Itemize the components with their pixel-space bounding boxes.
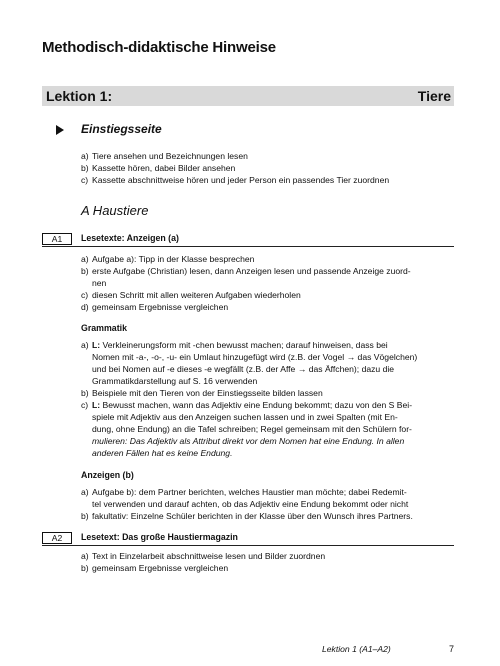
list-item: spiele mit Adjektiv aus den Anzeigen suchen lassen und in zwei Spalten (mit En- [92, 412, 398, 422]
list-item: d) gemeinsam Ergebnisse vergleichen [81, 302, 229, 312]
anzeigen-b-list [81, 486, 459, 522]
list-item: Nomen mit -a-, -o-, -u- ein Umlaut hinzugefügt wird (z.B. der Vogel → das Vögelchen) [92, 352, 418, 362]
list-item: a) Tiere ansehen und Bezeichnungen lesen [81, 151, 248, 161]
triangle-bullet-icon [56, 125, 64, 135]
einstieg-heading: Einstiegsseite [81, 122, 162, 136]
list-item: anderen Fällen hat es keine Endung. [92, 448, 233, 458]
list-item: c) Kassette abschnittweise hören und jeder Person ein passendes Tier zuordnen [81, 175, 390, 185]
anzeigen-b-heading: Anzeigen (b) [81, 470, 134, 480]
grammar-list [81, 339, 459, 459]
list-item: Grammatikdarstellung auf S. 16 verwenden [92, 376, 258, 386]
section-heading-a: A Haustiere [81, 203, 149, 218]
list-item: a) Aufgabe b): dem Partner berichten, welches Haustier man möchte; dabei Redemit- [81, 487, 407, 497]
list-item: dung, ohne Endung) an die Tafel schreiben; Regel gemeinsam mit den Schülern for- [92, 424, 412, 434]
section-tag-a1: A1 [42, 233, 72, 245]
a2-list [81, 550, 461, 574]
list-item: tel verwenden und darauf achten, ob das Adjektiv eine Endung bekommt oder nicht [92, 499, 409, 509]
lesson-bar [42, 86, 454, 106]
document-title: Methodisch-didaktische Hinweise [42, 39, 276, 56]
list-item: c) diesen Schritt mit allen weiteren Aufgaben wiederholen [81, 290, 301, 300]
list-item: c) L: Bewusst machen, wann das Adjektiv eine Endung bekommt; dazu von den S Bei- [81, 400, 413, 410]
list-item: und bei Nomen auf -e dieses -e wegfällt (z.B. der Affe → das Äffchen); dazu die [92, 364, 395, 374]
a2-title: Lesetext: Das große Haustiermagazin [81, 532, 238, 542]
list-item: b) Beispiele mit den Tieren von der Einstiegsseite bilden lassen [81, 388, 323, 398]
list-item: b) erste Aufgabe (Christian) lesen, dann Anzeigen lesen und passende Anzeige zuord- [81, 266, 411, 276]
grammar-heading: Grammatik [81, 323, 127, 333]
footer-lesson-ref: Lektion 1 (A1–A2) [322, 644, 391, 654]
list-item: b) Kassette hören, dabei Bilder ansehen [81, 163, 236, 173]
list-item: a) Aufgabe a): Tipp in der Klasse besprechen [81, 254, 255, 264]
lesson-number: Lektion 1: [46, 88, 113, 104]
list-item: mulieren: Das Adjektiv als Attribut direkt vor dem Nomen hat eine Endung. In allen [92, 436, 405, 446]
divider [42, 545, 454, 546]
lesson-topic: Tiere [417, 88, 451, 104]
list-item: b) fakultativ: Einzelne Schüler berichten in der Klasse über den Wunsch ihres Partners. [81, 511, 413, 521]
einstieg-list [81, 150, 461, 186]
a1-list [81, 253, 461, 313]
list-item: nen [92, 278, 107, 288]
section-tag-a2: A2 [42, 532, 72, 544]
list-item: a) Text in Einzelarbeit abschnittweise lesen und Bilder zuordnen [81, 551, 326, 561]
list-item: b) gemeinsam Ergebnisse vergleichen [81, 563, 229, 573]
divider [42, 246, 454, 247]
a1-title: Lesetexte: Anzeigen (a) [81, 233, 179, 243]
list-item: a) L: Verkleinerungsform mit -chen bewusst machen; darauf hinweisen, dass bei [81, 340, 388, 350]
page-number: 7 [449, 644, 455, 654]
